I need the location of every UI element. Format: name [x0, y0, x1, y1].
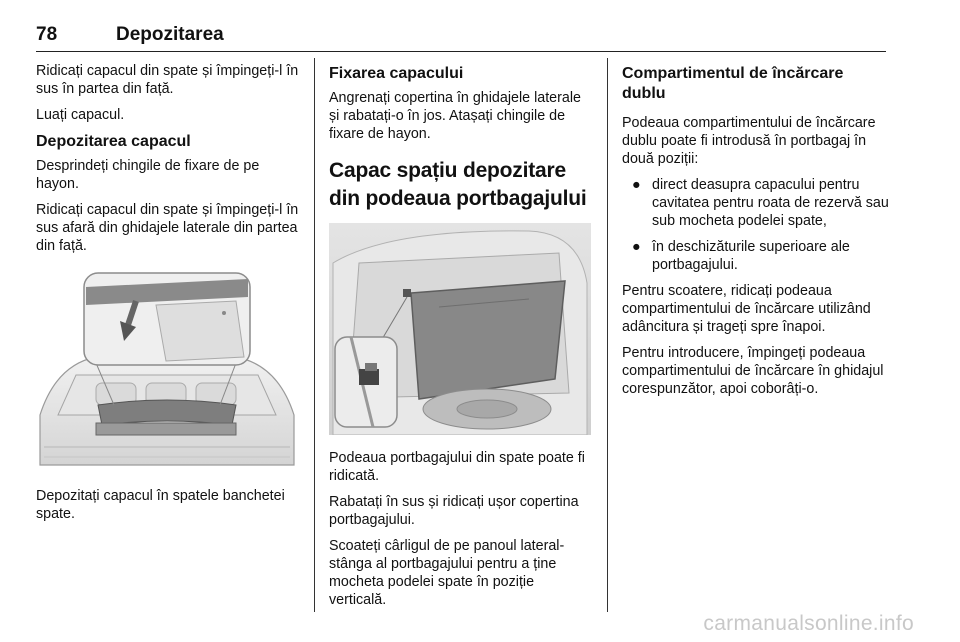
paragraph: Pentru introducere, împingeți podeaua compartimentului de încărcare în ghidajul corespunzător, apoi coborâți-o.	[622, 345, 884, 397]
section-heading: Fixarea capacului	[329, 65, 464, 82]
page-header	[36, 18, 886, 52]
column-divider	[607, 58, 608, 612]
watermark: carmanualsonline.info	[703, 612, 914, 635]
cargo-cover-illustration	[36, 265, 298, 473]
paragraph: Ridicați capacul din spate și împingeți-l în sus afară din ghidajele laterale din partea din față.	[36, 202, 299, 254]
paragraph: Rabatați în sus și ridicați ușor copertina portbagajului.	[329, 494, 579, 528]
paragraph: Pentru scoatere, ridicați podeaua compartimentului de încărcare utilizând adâncitura și trageți spre înapoi.	[622, 283, 871, 335]
paragraph: Podeaua compartimentului de încărcare dublu poate fi introdusă în portbagaj în două poziții:	[622, 115, 876, 167]
section-heading: Compartimentul de încărcare dublu	[622, 65, 844, 102]
column-divider	[314, 58, 315, 612]
column-2	[329, 62, 595, 617]
paragraph: Desprindeți chingile de fixare de pe hayon.	[36, 158, 260, 192]
paragraph: Ridicați capacul din spate și împingeți-l în sus în partea din față.	[36, 63, 299, 97]
list-item: ● în deschizăturile superioare ale portbagajului.	[632, 239, 850, 273]
column-3	[622, 62, 890, 406]
caption-paragraph: Depozitați capacul în spatele banchetei spate.	[36, 488, 285, 522]
list-item: ● direct deasupra capacului pentru cavitatea pentru roata de rezervă sau sub mocheta podelei spate,	[632, 177, 889, 229]
bullet-list	[622, 176, 890, 274]
page-number: 78	[36, 24, 58, 45]
bullet-icon: ●	[632, 177, 641, 193]
paragraph: Luați capacul.	[36, 107, 125, 123]
paragraph: Angrenați copertina în ghidajele laterale și rabatați-o în jos. Atașați chingile de fixare de hayon.	[329, 90, 581, 142]
chapter-heading: Capac spațiu depozitare din podeaua portbagajului	[329, 159, 587, 210]
page-title: Depozitarea	[116, 24, 224, 45]
header-rule	[36, 51, 886, 52]
floor-storage-illustration	[329, 223, 591, 435]
paragraph: Scoateți cârligul de pe panoul lateral-stânga al portbagajului pentru a ține mocheta podelei spate în poziție verticală.	[329, 538, 565, 608]
paragraph: Podeaua portbagajului din spate poate fi ridicată.	[329, 450, 585, 484]
column-1	[36, 62, 300, 531]
bullet-icon: ●	[632, 239, 641, 255]
section-heading: Depozitarea capacul	[36, 133, 191, 150]
